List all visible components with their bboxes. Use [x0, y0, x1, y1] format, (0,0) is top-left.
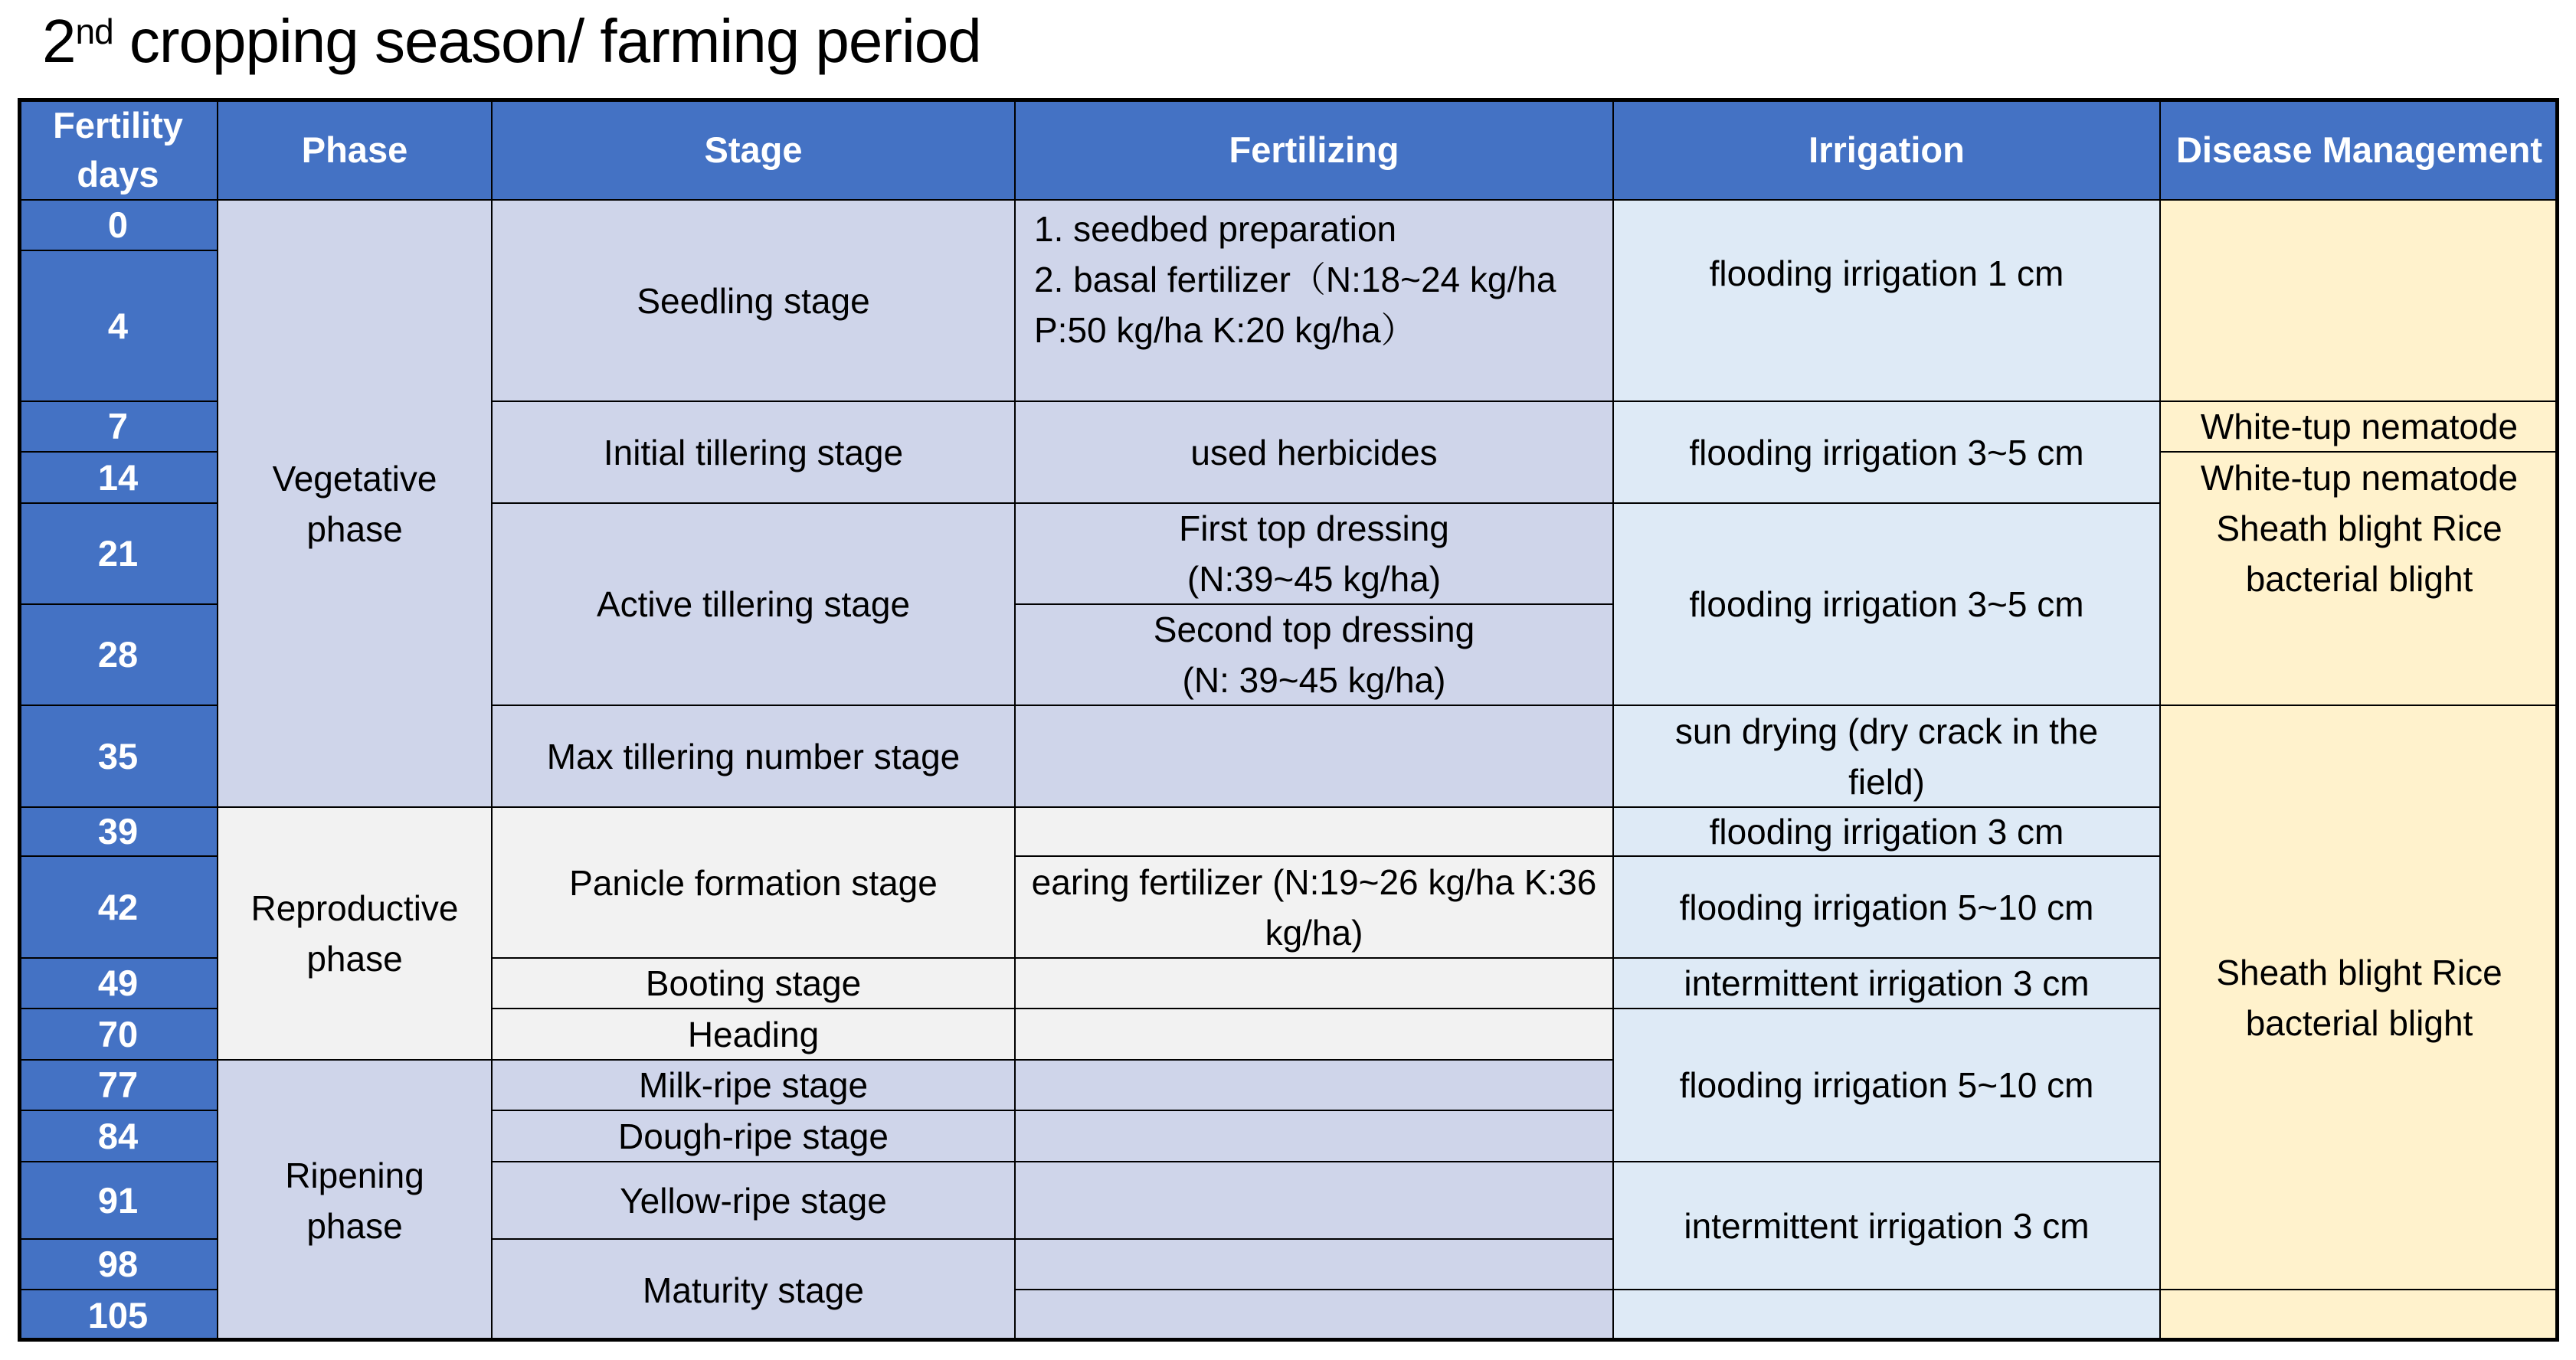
header-fertility-days: Fertility days: [18, 99, 218, 201]
day-cell: 91: [18, 1161, 218, 1240]
stage-yellow-ripe: Yellow-ripe stage: [491, 1161, 1016, 1240]
stage-booting: Booting stage: [491, 957, 1016, 1009]
stage-dough-ripe: Dough-ripe stage: [491, 1110, 1016, 1162]
disease-cell: Sheath blight Rice bacterial blight: [2159, 705, 2559, 1290]
day-cell: 35: [18, 705, 218, 808]
phase-ripening: Ripening phase: [217, 1059, 493, 1342]
day-cell: 98: [18, 1238, 218, 1290]
header-disease-management: Disease Management: [2159, 99, 2559, 201]
stage-maturity: Maturity stage: [491, 1238, 1016, 1342]
fertilizing-empty: [1014, 806, 1614, 857]
fertilizing-seedbed-basal: [1014, 199, 1614, 402]
irrigation-cell: intermittent irrigation 3 cm: [1612, 957, 2161, 1009]
day-cell: 49: [18, 957, 218, 1009]
day-cell: 7: [18, 400, 218, 453]
header-fertilizing: Fertilizing: [1014, 99, 1614, 201]
disease-cell: White-tup nematode Sheath blight Rice bacterial blight: [2159, 451, 2559, 706]
header-irrigation: Irrigation: [1612, 99, 2161, 201]
phase-vegetative: Vegetative phase: [217, 199, 493, 808]
fertilizing-empty: [1014, 1008, 1614, 1061]
fertilizing-earing: earing fertilizer (N:19~26 kg/ha K:36 kg/ha): [1014, 855, 1614, 959]
fertilizing-first-top-dressing: First top dressing (N:39~45 kg/ha): [1014, 502, 1614, 605]
irrigation-cell: flooding irrigation 3 cm: [1612, 806, 2161, 857]
fertilizing-empty: [1014, 1110, 1614, 1162]
day-cell: 105: [18, 1289, 218, 1342]
disease-empty: [2159, 199, 2559, 402]
irrigation-cell: flooding irrigation 3~5 cm: [1612, 502, 2161, 706]
phase-reproductive: Reproductive phase: [217, 806, 493, 1061]
stage-panicle-formation: Panicle formation stage: [491, 806, 1016, 959]
stage-seedling: Seedling stage: [491, 199, 1016, 402]
irrigation-cell: flooding irrigation 3~5 cm: [1612, 400, 2161, 504]
header-stage: Stage: [491, 99, 1016, 201]
irrigation-cell: intermittent irrigation 3 cm: [1612, 1161, 2161, 1290]
day-cell: 84: [18, 1110, 218, 1162]
stage-initial-tillering: Initial tillering stage: [491, 400, 1016, 504]
page-title: 2nd cropping season/ farming period: [42, 7, 981, 75]
header-phase: Phase: [217, 99, 493, 201]
irrigation-cell: flooding irrigation 5~10 cm: [1612, 855, 2161, 959]
fertilizing-empty: [1014, 1238, 1614, 1290]
irrigation-cell: flooding irrigation 1 cm: [1612, 199, 2161, 402]
stage-active-tillering: Active tillering stage: [491, 502, 1016, 706]
irrigation-cell: sun drying (dry crack in the field): [1612, 705, 2161, 808]
fertilizing-empty: [1014, 957, 1614, 1009]
irrigation-empty: [1612, 1289, 2161, 1342]
fertilizing-empty: [1014, 1289, 1614, 1342]
day-cell: 0: [18, 199, 218, 251]
day-cell: 39: [18, 806, 218, 857]
stage-heading: Heading: [491, 1008, 1016, 1061]
day-cell: 14: [18, 451, 218, 504]
fertilizing-empty: [1014, 705, 1614, 808]
day-cell: 21: [18, 502, 218, 605]
disease-empty: [2159, 1289, 2559, 1342]
stage-max-tillering: Max tillering number stage: [491, 705, 1016, 808]
day-cell: 4: [18, 250, 218, 402]
disease-cell: White-tup nematode: [2159, 400, 2559, 453]
fertilizing-second-top-dressing: Second top dressing (N: 39~45 kg/ha): [1014, 603, 1614, 706]
day-cell: 28: [18, 603, 218, 706]
irrigation-cell: flooding irrigation 5~10 cm: [1612, 1008, 2161, 1162]
stage-milk-ripe: Milk-ripe stage: [491, 1059, 1016, 1111]
day-cell: 70: [18, 1008, 218, 1061]
fertilizing-herbicides: used herbicides: [1014, 400, 1614, 504]
day-cell: 77: [18, 1059, 218, 1111]
fertilizing-basal: 2. basal fertilizer（N:18~24 kg/ha P:50 kg/ha K:20 kg/ha）: [1034, 260, 1556, 350]
fertilizing-seedbed: 1. seedbed preparation: [1034, 209, 1397, 249]
fertilizing-empty: [1014, 1161, 1614, 1240]
fertilizing-empty: [1014, 1059, 1614, 1111]
day-cell: 42: [18, 855, 218, 959]
